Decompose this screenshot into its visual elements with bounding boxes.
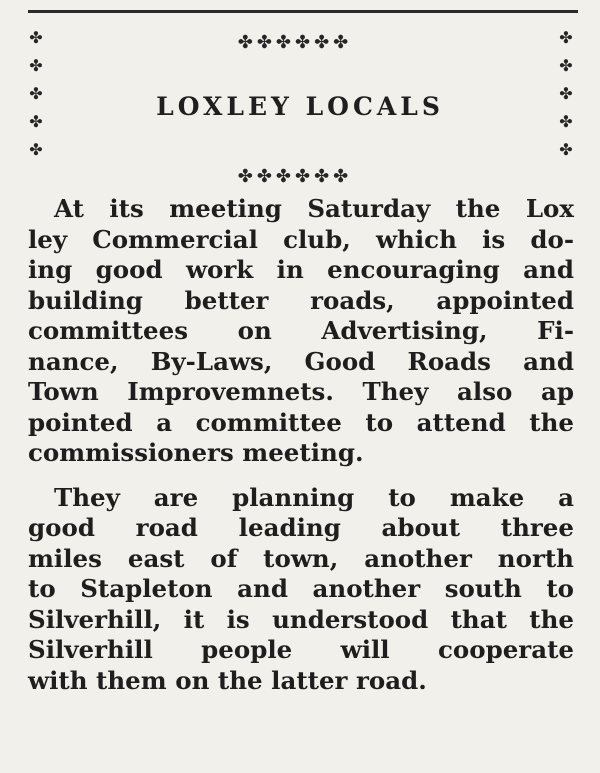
text-line: pointed a committee to attend the xyxy=(28,407,574,437)
ornament-icon: ✤ xyxy=(559,140,573,159)
text-line: to Stapleton and another south to xyxy=(28,574,574,603)
ornament-icon: ✤ xyxy=(559,28,573,47)
text-line: ing good work in encouraging and xyxy=(28,255,574,284)
text-line: ley Commercial club, which is do- xyxy=(28,224,574,254)
text-line: building better roads, appointed xyxy=(28,285,574,315)
top-rule xyxy=(28,10,578,13)
text-line: commissioners meeting. xyxy=(28,438,364,467)
text-line: They are planning to make a xyxy=(54,482,574,512)
text-line: with them on the latter road. xyxy=(28,665,427,695)
bottom-ornament-row: ✤✤✤✤✤✤ xyxy=(237,166,353,187)
ornament-icon: ✤ xyxy=(29,56,43,75)
text-line: At its meeting Saturday the Lox xyxy=(54,194,574,223)
ornament-icon: ✤ xyxy=(559,84,573,103)
text-line: good road leading about three xyxy=(28,513,574,542)
text-line: nance, By-Laws, Good Roads and xyxy=(28,346,574,376)
text-line: miles east of town, another north xyxy=(28,543,574,573)
headline: LOXLEY LOCALS xyxy=(156,92,444,121)
text-line: Silverhill people will cooperate xyxy=(28,635,574,664)
top-ornament-row: ✤✤✤✤✤✤ xyxy=(237,32,353,53)
ornament-icon: ✤ xyxy=(559,112,573,131)
paragraph xyxy=(28,483,574,697)
ornament-icon: ✤ xyxy=(29,140,43,159)
article-body xyxy=(28,194,574,696)
ornament-icon: ✤ xyxy=(29,84,43,103)
paragraph xyxy=(28,194,574,469)
ornament-icon: ✤ xyxy=(559,56,573,75)
text-line: committees on Advertising, Fi- xyxy=(28,316,574,345)
ornament-icon: ✤ xyxy=(29,28,43,47)
ornament-icon: ✤ xyxy=(29,112,43,131)
text-line: Town Improvemnets. They also ap xyxy=(28,377,574,406)
text-line: Silverhill, it is understood that the xyxy=(28,604,574,634)
